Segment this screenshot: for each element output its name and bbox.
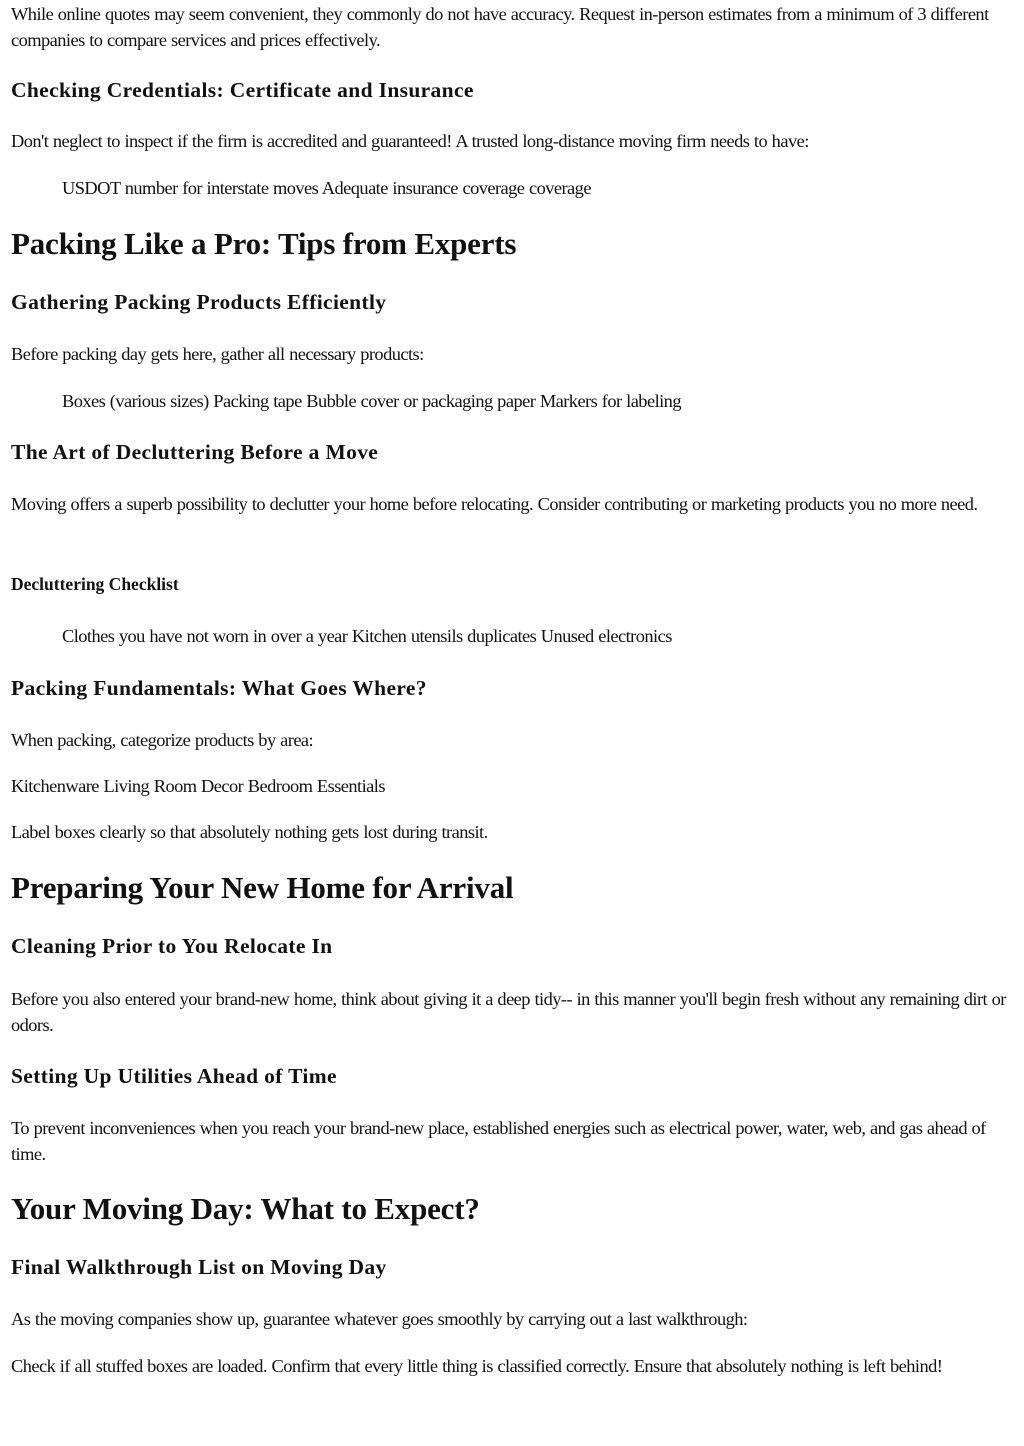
packing-heading: Packing Like a Pro: Tips from Experts — [11, 226, 517, 261]
checklist-heading: Decluttering Checklist — [11, 574, 179, 594]
intro-paragraph: While online quotes may seem convenient, they commonly do not have accuracy. Request in-person estimates from a minimum of 3 different companies to compare services and prices effectively. — [11, 4, 989, 50]
checklist-list: Clothes you have not worn in over a year Kitchen utensils duplicates Unused electronics — [62, 626, 672, 646]
utilities-heading: Setting Up Utilities Ahead of Time — [11, 1064, 337, 1088]
utilities-paragraph: To prevent inconveniences when you reach your brand-new place, established energies such as electrical power, water, web, and gas ahead of time. — [11, 1118, 986, 1164]
fundamentals-list: Kitchenware Living Room Decor Bedroom Essentials — [11, 776, 385, 796]
credentials-paragraph: Don't neglect to inspect if the firm is accredited and guaranteed! A trusted long-distance moving firm needs to have: — [11, 131, 809, 151]
walkthrough-paragraph: As the moving companies show up, guarantee whatever goes smoothly by carrying out a last walkthrough: — [11, 1309, 748, 1329]
moving-day-heading: Your Moving Day: What to Expect? — [11, 1191, 480, 1226]
credentials-list: USDOT number for interstate moves Adequate insurance coverage coverage — [62, 178, 591, 198]
cleaning-paragraph: Before you also entered your brand-new home, think about giving it a deep tidy-- in this manner you'll begin fresh without any remaining dirt or odors. — [11, 989, 1006, 1035]
fundamentals-paragraph: When packing, categorize products by area: — [11, 730, 314, 750]
declutter-heading: The Art of Decluttering Before a Move — [11, 440, 379, 464]
cleaning-heading: Cleaning Prior to You Relocate In — [11, 934, 333, 958]
gathering-heading: Gathering Packing Products Efficiently — [11, 290, 387, 314]
new-home-heading: Preparing Your New Home for Arrival — [11, 870, 514, 905]
walkthrough-checks: Check if all stuffed boxes are loaded. Confirm that every little thing is classified correctly. Ensure that absolutely nothing is left behind! — [11, 1356, 943, 1376]
credentials-heading: Checking Credentials: Certificate and Insurance — [11, 78, 474, 102]
gathering-paragraph: Before packing day gets here, gather all necessary products: — [11, 344, 424, 364]
fundamentals-heading: Packing Fundamentals: What Goes Where? — [11, 676, 427, 700]
walkthrough-heading: Final Walkthrough List on Moving Day — [11, 1255, 387, 1279]
fundamentals-note: Label boxes clearly so that absolutely nothing gets lost during transit. — [11, 822, 488, 842]
declutter-paragraph: Moving offers a superb possibility to declutter your home before relocating. Consider contributing or marketing products you no more need. — [11, 494, 978, 514]
gathering-list: Boxes (various sizes) Packing tape Bubble cover or packaging paper Markers for labeling — [62, 391, 681, 411]
